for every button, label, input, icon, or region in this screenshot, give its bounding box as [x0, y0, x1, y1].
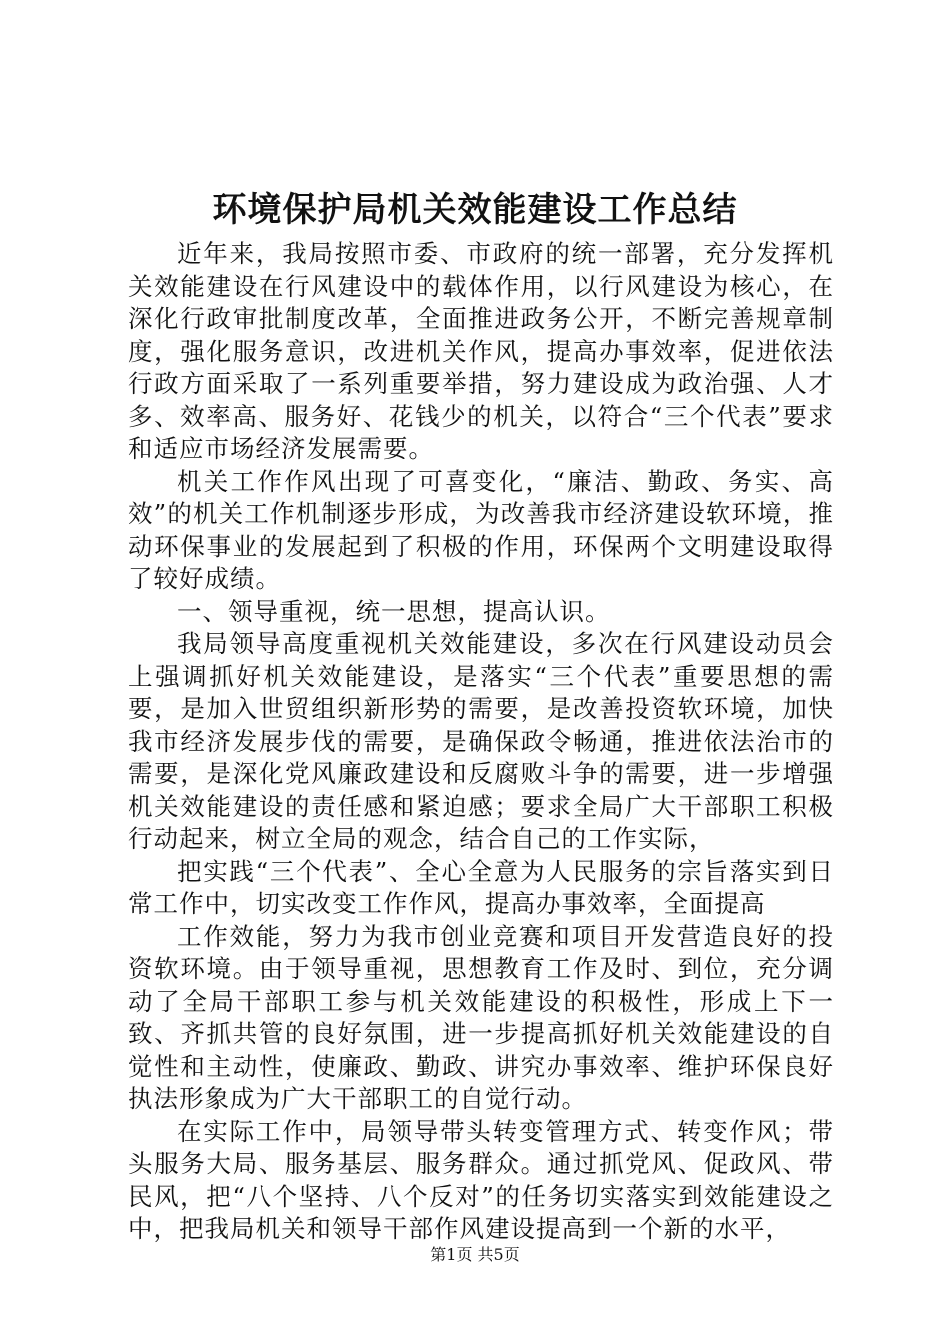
section-heading-1: 一、领导重视，统一思想，提高认识。: [177, 596, 611, 626]
page-footer: 第1页 共5页: [430, 1245, 520, 1264]
paragraph-practice: 把实践“三个代表”、全心全意为人民服务的宗旨落实到日常工作中，切实改变工作作风，提高办事效率，全面提高: [128, 856, 834, 918]
paragraph-efficiency: 工作效能，努力为我市创业竞赛和项目开发营造良好的投资软环境。由于领导重视，思想教育工作及时、到位，充分调动了全局干部职工参与机关效能建设的积极性，形成上下一致、齐抓共管的良好氛围，进一步提高抓好机关效能建设的自觉性和主动性，使廉政、勤政、讲究办事效率、维护环保良好执法形象成为广大干部职工的自觉行动。: [128, 921, 834, 1113]
document-title: 环境保护局机关效能建设工作总结: [212, 190, 738, 230]
paragraph-leadership: 我局领导高度重视机关效能建设，多次在行风建设动员会上强调抓好机关效能建设，是落实“三个代表”重要思想的需要，是加入世贸组织新形势的需要，是改善投资软环境，加快我市经济发展步伐的需要，是确保政令畅通，推进依法治市的需要，是深化党风廉政建设和反腐败斗争的需要，进一步增强机关效能建设的责任感和紧迫感；要求全局广大干部职工积极行动起来，树立全局的观念，结合自己的工作实际，: [128, 629, 834, 853]
document-body: [128, 238, 834, 1246]
paragraph-results: 机关工作作风出现了可喜变化，“廉洁、勤政、务实、高效”的机关工作机制逐步形成，为改善我市经济建设软环境，推动环保事业的发展起到了积极的作用，环保两个文明建设取得了较好成绩。: [128, 466, 834, 593]
paragraph-work-style: 在实际工作中，局领导带头转变管理方式、转变作风；带头服务大局、服务基层、服务群众。通过抓党风、促政风、带民风，把“八个坚持、八个反对”的任务切实落实到效能建设之中，把我局机关和领导干部作风建设提高到一个新的水平，: [128, 1116, 834, 1243]
paragraph-intro: 近年来，我局按照市委、市政府的统一部署，充分发挥机关效能建设在行风建设中的载体作用，以行风建设为核心，在深化行政审批制度改革，全面推进政务公开，不断完善规章制度，强化服务意识，改进机关作风，提高办事效率，促进依法行政方面采取了一系列重要举措，努力建设成为政治强、人才多、效率高、服务好、花钱少的机关，以符合“三个代表”要求和适应市场经济发展需要。: [128, 239, 834, 463]
